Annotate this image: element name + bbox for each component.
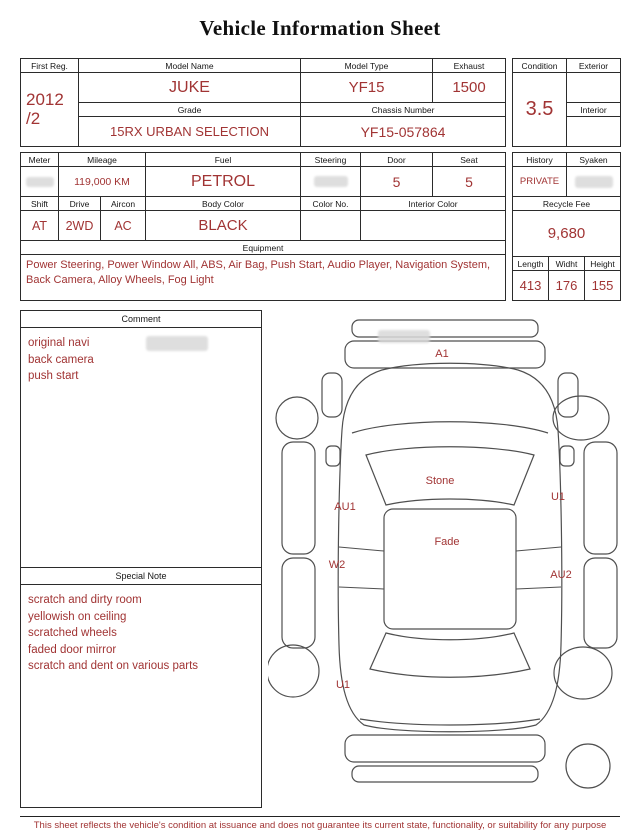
steering-redacted-area <box>314 176 348 187</box>
special-note-line: scratched wheels <box>28 627 117 640</box>
comment-redacted-area <box>146 336 208 351</box>
model-type-label: Model Type <box>301 59 433 73</box>
special-note-line: yellowish on ceiling <box>28 610 127 623</box>
chassis-number-label: Chassis Number <box>301 103 506 117</box>
comment-content <box>21 328 261 394</box>
recycle-fee-value: 9,680 <box>513 211 621 257</box>
door-label: Door <box>361 153 433 167</box>
grade-label: Grade <box>79 103 301 117</box>
shift-value: AT <box>21 211 59 241</box>
special-note-box <box>20 567 262 808</box>
damage-label-fade: Fade <box>434 536 460 548</box>
damage-label-au2: AU2 <box>550 569 572 581</box>
history-label: History <box>513 153 567 167</box>
equipment-value: Power Steering, Power Window All, ABS, Air Bag, Push Start, Audio Player, Navigation System, Back Camera, Alloy Wheels, Fog Light <box>21 255 506 301</box>
exhaust-value: 1500 <box>433 73 506 103</box>
seat-value: 5 <box>433 167 506 197</box>
damage-label-w2: W2 <box>328 559 346 571</box>
damage-label-stone: Stone <box>425 475 455 487</box>
damage-label-au1: AU1 <box>334 501 356 513</box>
damage-label-a1: A1 <box>435 348 449 360</box>
syaken-value <box>567 167 621 197</box>
grade-value: 15RX URBAN SELECTION <box>79 117 301 147</box>
equipment-label: Equipment <box>21 241 506 255</box>
interior-label: Interior <box>567 103 621 117</box>
comment-header: Comment <box>21 311 261 328</box>
condition-label: Condition <box>513 59 567 73</box>
interior-color-label: Interior Color <box>361 197 506 211</box>
seat-label: Seat <box>433 153 506 167</box>
meter-value <box>21 167 59 197</box>
drive-label: Drive <box>59 197 101 211</box>
first-reg-year: 2012 <box>26 89 64 109</box>
exhaust-label: Exhaust <box>433 59 506 73</box>
footer-divider <box>20 816 620 817</box>
interior-grade-cell <box>567 117 621 147</box>
chassis-number-value: YF15-057864 <box>301 117 506 147</box>
vehicle-spec-table <box>20 152 506 301</box>
comment-line: push start <box>28 370 79 383</box>
drive-value: 2WD <box>59 211 101 241</box>
damage-label-u1-bottom: U1 <box>335 679 351 691</box>
condition-table <box>512 58 621 147</box>
aircon-value: AC <box>101 211 146 241</box>
first-reg-month: /2 <box>26 108 41 128</box>
mileage-label: Mileage <box>59 153 146 167</box>
model-type-value: YF15 <box>301 73 433 103</box>
history-value: PRIVATE <box>513 167 567 197</box>
comment-box <box>20 310 262 568</box>
model-name-value: JUKE <box>79 73 301 103</box>
door-value: 5 <box>361 167 433 197</box>
width-value: 176 <box>549 271 585 301</box>
model-name-label: Model Name <box>79 59 301 73</box>
length-value: 413 <box>513 271 549 301</box>
comment-line: back camera <box>28 353 94 366</box>
car-damage-diagram <box>268 315 632 795</box>
condition-score: 3.5 <box>513 73 567 147</box>
height-label: Height <box>585 257 621 271</box>
meter-redacted-area <box>26 177 54 187</box>
car-top-view-icon <box>268 315 632 795</box>
syaken-label: Syaken <box>567 153 621 167</box>
body-color-value: BLACK <box>146 211 301 241</box>
shift-label: Shift <box>21 197 59 211</box>
special-note-line: faded door mirror <box>28 643 117 656</box>
mileage-value: 119,000 KM <box>59 167 146 197</box>
special-note-header: Special Note <box>21 568 261 585</box>
special-note-line: scratch and dent on various parts <box>28 660 199 673</box>
first-reg-value <box>21 73 79 147</box>
body-color-label: Body Color <box>146 197 301 211</box>
recycle-fee-label: Recycle Fee <box>513 197 621 211</box>
fuel-value: PETROL <box>146 167 301 197</box>
steering-label: Steering <box>301 153 361 167</box>
special-note-line: scratch and dirty room <box>28 594 142 606</box>
width-label: Widht <box>549 257 585 271</box>
meter-label: Meter <box>21 153 59 167</box>
diagram-redacted-area <box>378 330 430 343</box>
exterior-label: Exterior <box>567 59 621 73</box>
steering-value <box>301 167 361 197</box>
color-no-value <box>301 211 361 241</box>
disclaimer-text: This sheet reflects the vehicle's condition at issuance and does not guarantee its current state, functionality, or suitability for any purpose <box>33 820 607 831</box>
vehicle-main-table <box>20 58 506 147</box>
aircon-label: Aircon <box>101 197 146 211</box>
length-label: Length <box>513 257 549 271</box>
syaken-redacted-area <box>575 176 613 188</box>
page-title: Vehicle Information Sheet <box>199 16 441 40</box>
height-value: 155 <box>585 271 621 301</box>
comment-line: original navi <box>28 337 90 349</box>
special-note-content <box>21 585 261 684</box>
color-no-label: Color No. <box>301 197 361 211</box>
damage-label-u1-right: U1 <box>550 491 566 503</box>
first-reg-label: First Reg. <box>21 59 79 73</box>
interior-color-value <box>361 211 506 241</box>
exterior-grade-cell <box>567 73 621 103</box>
fuel-label: Fuel <box>146 153 301 167</box>
history-dimensions-table <box>512 152 621 301</box>
